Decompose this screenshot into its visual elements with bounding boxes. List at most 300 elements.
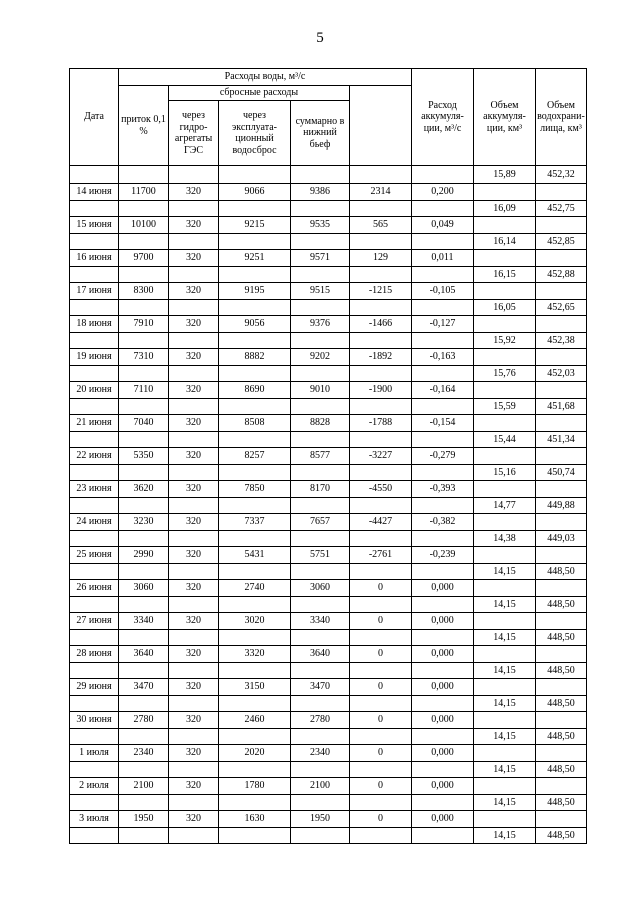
units-cell: 320 — [169, 547, 219, 564]
empty-cell — [536, 250, 587, 267]
date-cell: 23 июня — [70, 481, 119, 498]
empty-cell — [291, 729, 350, 745]
units-cell: 320 — [169, 646, 219, 663]
accum-flow-cell: -4427 — [350, 514, 412, 531]
empty-cell — [169, 663, 219, 679]
total-cell: 9202 — [291, 349, 350, 366]
empty-cell — [412, 564, 474, 580]
spillway-cell: 9066 — [219, 184, 291, 201]
inflow-cell: 3640 — [119, 646, 169, 663]
empty-cell — [412, 828, 474, 844]
level-cell: 448,50 — [536, 630, 587, 646]
empty-cell — [350, 531, 412, 547]
empty-cell — [536, 283, 587, 300]
empty-cell — [474, 349, 536, 366]
volume-cell: 15,89 — [474, 166, 536, 184]
accum-flow-cell: -2761 — [350, 547, 412, 564]
empty-cell — [291, 498, 350, 514]
table-row — [70, 597, 587, 613]
empty-cell — [536, 811, 587, 828]
inflow-cell: 7910 — [119, 316, 169, 333]
empty-cell — [412, 663, 474, 679]
inflow-cell: 3060 — [119, 580, 169, 597]
empty-cell — [169, 795, 219, 811]
empty-cell — [119, 498, 169, 514]
units-cell: 320 — [169, 712, 219, 729]
empty-cell — [219, 366, 291, 382]
inflow-cell: 8300 — [119, 283, 169, 300]
header-discharge-group: сбросные расходы — [169, 86, 350, 101]
empty-cell — [412, 729, 474, 745]
empty-cell — [169, 762, 219, 778]
accum-volume-cell: 0,000 — [412, 580, 474, 597]
empty-cell — [70, 234, 119, 250]
accum-volume-cell: 0,049 — [412, 217, 474, 234]
inflow-cell: 3230 — [119, 514, 169, 531]
empty-cell — [169, 267, 219, 283]
units-cell: 320 — [169, 448, 219, 465]
table-row — [70, 646, 587, 663]
empty-cell — [119, 432, 169, 448]
empty-cell — [350, 762, 412, 778]
accum-flow-cell: 129 — [350, 250, 412, 267]
empty-cell — [119, 366, 169, 382]
empty-cell — [291, 366, 350, 382]
units-cell: 320 — [169, 580, 219, 597]
level-cell: 452,03 — [536, 366, 587, 382]
empty-cell — [169, 166, 219, 184]
table-row — [70, 366, 587, 382]
empty-cell — [412, 201, 474, 217]
volume-cell: 14,15 — [474, 597, 536, 613]
inflow-cell: 2100 — [119, 778, 169, 795]
empty-cell — [119, 399, 169, 415]
empty-cell — [350, 399, 412, 415]
volume-cell: 16,09 — [474, 201, 536, 217]
empty-cell — [536, 580, 587, 597]
volume-cell: 16,05 — [474, 300, 536, 316]
accum-flow-cell: 2314 — [350, 184, 412, 201]
empty-cell — [70, 267, 119, 283]
empty-cell — [169, 729, 219, 745]
empty-cell — [219, 300, 291, 316]
empty-cell — [169, 597, 219, 613]
units-cell: 320 — [169, 745, 219, 762]
empty-cell — [350, 729, 412, 745]
empty-cell — [474, 217, 536, 234]
empty-cell — [70, 828, 119, 844]
table-header — [70, 69, 587, 166]
empty-cell — [291, 300, 350, 316]
volume-cell: 14,15 — [474, 663, 536, 679]
empty-cell — [474, 283, 536, 300]
date-cell: 18 июня — [70, 316, 119, 333]
empty-cell — [536, 415, 587, 432]
empty-cell — [169, 531, 219, 547]
empty-cell — [350, 828, 412, 844]
empty-cell — [474, 382, 536, 399]
accum-volume-cell: 0,000 — [412, 679, 474, 696]
empty-cell — [474, 778, 536, 795]
volume-cell: 15,59 — [474, 399, 536, 415]
level-cell: 452,32 — [536, 166, 587, 184]
date-cell: 29 июня — [70, 679, 119, 696]
empty-cell — [412, 696, 474, 712]
units-cell: 320 — [169, 283, 219, 300]
accum-volume-cell: -0,279 — [412, 448, 474, 465]
empty-cell — [169, 432, 219, 448]
empty-cell — [536, 448, 587, 465]
empty-cell — [70, 762, 119, 778]
empty-cell — [536, 349, 587, 366]
inflow-cell: 3470 — [119, 679, 169, 696]
empty-cell — [70, 795, 119, 811]
empty-cell — [474, 613, 536, 630]
spillway-cell: 8257 — [219, 448, 291, 465]
accum-flow-cell: 0 — [350, 646, 412, 663]
inflow-cell: 1950 — [119, 811, 169, 828]
volume-cell: 14,15 — [474, 630, 536, 646]
empty-cell — [169, 333, 219, 349]
table-row — [70, 250, 587, 267]
table-row — [70, 333, 587, 349]
empty-cell — [169, 300, 219, 316]
table-row — [70, 778, 587, 795]
empty-cell — [536, 514, 587, 531]
table-row — [70, 762, 587, 778]
level-cell: 452,65 — [536, 300, 587, 316]
empty-cell — [536, 382, 587, 399]
spillway-cell: 1630 — [219, 811, 291, 828]
empty-cell — [169, 366, 219, 382]
level-cell: 449,88 — [536, 498, 587, 514]
total-cell: 3470 — [291, 679, 350, 696]
total-cell: 9515 — [291, 283, 350, 300]
total-cell: 8170 — [291, 481, 350, 498]
empty-cell — [291, 564, 350, 580]
table-row — [70, 547, 587, 564]
empty-cell — [119, 234, 169, 250]
empty-cell — [119, 564, 169, 580]
empty-cell — [70, 366, 119, 382]
date-cell: 25 июня — [70, 547, 119, 564]
table-row — [70, 184, 587, 201]
empty-cell — [350, 597, 412, 613]
table-row — [70, 696, 587, 712]
level-cell: 448,50 — [536, 828, 587, 844]
empty-cell — [70, 696, 119, 712]
empty-cell — [536, 712, 587, 729]
empty-cell — [70, 498, 119, 514]
date-cell: 3 июля — [70, 811, 119, 828]
empty-cell — [70, 201, 119, 217]
empty-cell — [350, 432, 412, 448]
accum-flow-cell: 0 — [350, 712, 412, 729]
level-cell: 449,03 — [536, 531, 587, 547]
volume-cell: 14,15 — [474, 729, 536, 745]
spillway-cell: 3150 — [219, 679, 291, 696]
accum-flow-cell: 0 — [350, 679, 412, 696]
empty-cell — [291, 166, 350, 184]
empty-cell — [119, 333, 169, 349]
empty-cell — [536, 613, 587, 630]
empty-cell — [219, 267, 291, 283]
volume-cell: 15,92 — [474, 333, 536, 349]
spillway-cell: 8508 — [219, 415, 291, 432]
empty-cell — [412, 597, 474, 613]
empty-cell — [350, 166, 412, 184]
total-cell: 3340 — [291, 613, 350, 630]
spillway-cell: 9195 — [219, 283, 291, 300]
spillway-cell: 9251 — [219, 250, 291, 267]
level-cell: 448,50 — [536, 795, 587, 811]
empty-cell — [350, 201, 412, 217]
empty-cell — [474, 745, 536, 762]
accum-volume-cell: -0,382 — [412, 514, 474, 531]
empty-cell — [291, 795, 350, 811]
empty-cell — [119, 696, 169, 712]
empty-cell — [291, 267, 350, 283]
empty-cell — [119, 201, 169, 217]
level-cell: 448,50 — [536, 564, 587, 580]
empty-cell — [412, 166, 474, 184]
empty-cell — [70, 729, 119, 745]
inflow-cell: 7040 — [119, 415, 169, 432]
empty-cell — [474, 184, 536, 201]
accum-volume-cell: 0,000 — [412, 745, 474, 762]
table-row — [70, 745, 587, 762]
level-cell: 448,50 — [536, 762, 587, 778]
units-cell: 320 — [169, 778, 219, 795]
spillway-cell: 7850 — [219, 481, 291, 498]
spillway-cell: 1780 — [219, 778, 291, 795]
table-row — [70, 663, 587, 679]
table-body — [70, 166, 587, 844]
total-cell: 2340 — [291, 745, 350, 762]
total-cell: 3640 — [291, 646, 350, 663]
table-row — [70, 498, 587, 514]
empty-cell — [119, 729, 169, 745]
empty-cell — [291, 696, 350, 712]
accum-volume-cell: -0,164 — [412, 382, 474, 399]
date-cell: 17 июня — [70, 283, 119, 300]
empty-cell — [350, 630, 412, 646]
empty-cell — [169, 828, 219, 844]
empty-cell — [412, 498, 474, 514]
header-flows-group: Расходы воды, м³/с — [119, 69, 412, 86]
empty-cell — [412, 630, 474, 646]
empty-cell — [169, 630, 219, 646]
accum-volume-cell: -0,154 — [412, 415, 474, 432]
empty-cell — [119, 465, 169, 481]
date-cell: 1 июля — [70, 745, 119, 762]
empty-cell — [70, 564, 119, 580]
table-row — [70, 613, 587, 630]
total-cell: 7657 — [291, 514, 350, 531]
empty-cell — [350, 300, 412, 316]
table-row — [70, 514, 587, 531]
table-row — [70, 481, 587, 498]
accum-flow-cell: 565 — [350, 217, 412, 234]
units-cell: 320 — [169, 349, 219, 366]
empty-cell — [291, 630, 350, 646]
empty-cell — [474, 250, 536, 267]
accum-volume-cell: 0,011 — [412, 250, 474, 267]
empty-cell — [70, 465, 119, 481]
spillway-cell: 2460 — [219, 712, 291, 729]
empty-cell — [350, 333, 412, 349]
total-cell: 9571 — [291, 250, 350, 267]
table-row — [70, 432, 587, 448]
accum-volume-cell: 0,000 — [412, 613, 474, 630]
inflow-cell: 2780 — [119, 712, 169, 729]
empty-cell — [412, 762, 474, 778]
table-row — [70, 217, 587, 234]
accum-flow-cell: -1466 — [350, 316, 412, 333]
empty-cell — [536, 316, 587, 333]
table-row — [70, 283, 587, 300]
table-row — [70, 828, 587, 844]
table-row — [70, 712, 587, 729]
date-cell: 30 июня — [70, 712, 119, 729]
empty-cell — [291, 399, 350, 415]
accum-flow-cell: -4550 — [350, 481, 412, 498]
table-row — [70, 267, 587, 283]
volume-cell: 16,15 — [474, 267, 536, 283]
empty-cell — [219, 696, 291, 712]
empty-cell — [474, 811, 536, 828]
spillway-cell: 2740 — [219, 580, 291, 597]
empty-cell — [412, 795, 474, 811]
empty-cell — [219, 630, 291, 646]
empty-cell — [536, 646, 587, 663]
empty-cell — [119, 267, 169, 283]
empty-cell — [219, 432, 291, 448]
inflow-cell: 5350 — [119, 448, 169, 465]
total-cell: 8577 — [291, 448, 350, 465]
level-cell: 452,88 — [536, 267, 587, 283]
volume-cell: 14,15 — [474, 762, 536, 778]
empty-cell — [412, 234, 474, 250]
empty-cell — [474, 448, 536, 465]
units-cell: 320 — [169, 679, 219, 696]
volume-cell: 15,44 — [474, 432, 536, 448]
empty-cell — [474, 547, 536, 564]
empty-cell — [474, 679, 536, 696]
empty-cell — [536, 184, 587, 201]
accum-flow-cell: 0 — [350, 580, 412, 597]
empty-cell — [291, 333, 350, 349]
spillway-cell: 9056 — [219, 316, 291, 333]
empty-cell — [291, 465, 350, 481]
empty-cell — [350, 234, 412, 250]
table-row — [70, 349, 587, 366]
spillway-cell: 5431 — [219, 547, 291, 564]
empty-cell — [350, 498, 412, 514]
units-cell: 320 — [169, 481, 219, 498]
table-row — [70, 448, 587, 465]
units-cell: 320 — [169, 811, 219, 828]
units-cell: 320 — [169, 613, 219, 630]
empty-cell — [412, 465, 474, 481]
empty-cell — [350, 564, 412, 580]
date-cell: 24 июня — [70, 514, 119, 531]
empty-cell — [70, 630, 119, 646]
empty-cell — [219, 333, 291, 349]
accum-volume-cell: 0,000 — [412, 778, 474, 795]
empty-cell — [536, 481, 587, 498]
empty-cell — [536, 217, 587, 234]
accum-volume-cell: 0,200 — [412, 184, 474, 201]
empty-cell — [412, 531, 474, 547]
empty-cell — [169, 465, 219, 481]
empty-cell — [70, 531, 119, 547]
empty-cell — [291, 201, 350, 217]
empty-cell — [412, 333, 474, 349]
empty-cell — [219, 166, 291, 184]
empty-cell — [474, 580, 536, 597]
date-cell: 21 июня — [70, 415, 119, 432]
inflow-cell: 7110 — [119, 382, 169, 399]
empty-cell — [350, 465, 412, 481]
empty-cell — [536, 679, 587, 696]
date-cell: 26 июня — [70, 580, 119, 597]
reservoir-flow-table — [69, 68, 587, 844]
level-cell: 452,85 — [536, 234, 587, 250]
inflow-cell: 2340 — [119, 745, 169, 762]
table-row — [70, 399, 587, 415]
empty-cell — [474, 481, 536, 498]
volume-cell: 14,77 — [474, 498, 536, 514]
empty-cell — [219, 234, 291, 250]
empty-cell — [474, 415, 536, 432]
level-cell: 451,34 — [536, 432, 587, 448]
empty-cell — [219, 399, 291, 415]
spillway-cell: 9215 — [219, 217, 291, 234]
accum-volume-cell: -0,163 — [412, 349, 474, 366]
empty-cell — [219, 597, 291, 613]
accum-volume-cell: 0,000 — [412, 811, 474, 828]
empty-cell — [536, 778, 587, 795]
table-row — [70, 415, 587, 432]
inflow-cell: 9700 — [119, 250, 169, 267]
empty-cell — [119, 663, 169, 679]
table-row — [70, 316, 587, 333]
empty-cell — [119, 828, 169, 844]
empty-cell — [412, 399, 474, 415]
accum-volume-cell: 0,000 — [412, 712, 474, 729]
accum-volume-cell: -0,127 — [412, 316, 474, 333]
header-reservoir-volume: Объем водохрани-лища, км³ — [536, 69, 587, 166]
volume-cell: 15,16 — [474, 465, 536, 481]
inflow-cell: 11700 — [119, 184, 169, 201]
table-row — [70, 630, 587, 646]
level-cell: 451,68 — [536, 399, 587, 415]
inflow-cell: 2990 — [119, 547, 169, 564]
table-row — [70, 300, 587, 316]
inflow-cell: 3620 — [119, 481, 169, 498]
table-row — [70, 382, 587, 399]
empty-cell — [219, 564, 291, 580]
table-row — [70, 795, 587, 811]
empty-cell — [474, 514, 536, 531]
empty-cell — [219, 762, 291, 778]
accum-volume-cell: -0,105 — [412, 283, 474, 300]
empty-cell — [474, 316, 536, 333]
empty-cell — [474, 712, 536, 729]
inflow-cell: 10100 — [119, 217, 169, 234]
total-cell: 9010 — [291, 382, 350, 399]
